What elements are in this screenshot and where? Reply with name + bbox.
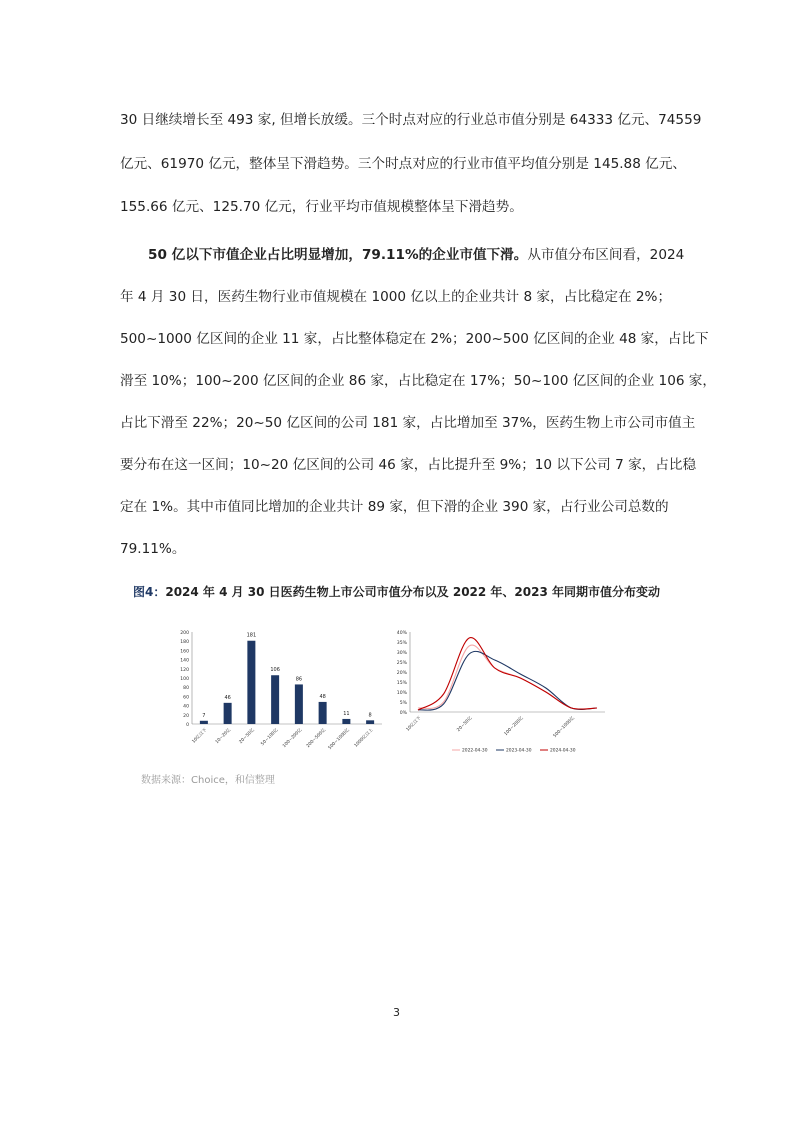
bar <box>271 675 279 724</box>
bar-y-tick-label: 40 <box>183 704 189 710</box>
bar-y-tick-label: 60 <box>183 695 189 701</box>
bar-x-tick-label: 10~20亿 <box>214 727 233 746</box>
bar-data-label: 11 <box>343 710 350 717</box>
line-y-tick-label: 5% <box>399 701 407 706</box>
bar-y-tick-label: 160 <box>180 649 189 655</box>
paragraph-2-line-2: 年 4 月 30 日，医药生物行业市值规模在 1000 亿以上的企业共计 8 家，占比稳定在 2%； <box>120 289 672 305</box>
line-x-tick-label: 20~50亿 <box>456 715 474 734</box>
bar-y-tick-label: 80 <box>183 686 189 692</box>
bar-data-label: 46 <box>224 694 231 701</box>
figure-title <box>0 583 793 600</box>
paragraph-2-line-1 <box>148 243 684 263</box>
source-note: 数据来源：Choice，和信整理 <box>141 775 275 786</box>
bar <box>295 684 303 724</box>
bar <box>319 702 327 724</box>
bar-x-tick-label: 200~500亿 <box>305 727 328 749</box>
bar-data-label: 86 <box>295 676 303 683</box>
paragraph-2-line-8: 79.11%。 <box>120 541 186 557</box>
bar-y-tick-label: 180 <box>180 640 189 646</box>
line-chart <box>390 624 615 764</box>
bar-y-tick-label: 200 <box>180 631 189 636</box>
line-y-tick-label: 30% <box>396 651 407 656</box>
line-y-tick-label: 0% <box>399 711 407 716</box>
line-y-tick-label: 35% <box>396 641 407 646</box>
line-series-2022-04-30 <box>418 645 597 709</box>
paragraph-1-line-1: 30 日继续增长至 493 家, 但增长放缓。三个时点对应的行业总市值分别是 64333 亿元、74559 <box>120 112 702 128</box>
line-x-tick-label: 10亿以下 <box>405 715 423 733</box>
bar-x-tick-label: 1000亿以上 <box>353 727 375 749</box>
line-y-tick-label: 25% <box>396 661 407 666</box>
paragraph-1-line-3: 155.66 亿元、125.70 亿元，行业平均市值规模整体呈下滑趋势。 <box>120 199 523 215</box>
bar-data-label: 106 <box>270 667 280 674</box>
line-x-tick-label: 100~200亿 <box>503 715 525 737</box>
bar <box>200 721 208 724</box>
bar-y-tick-label: 140 <box>180 658 189 664</box>
paragraph-2-line-4: 滑至 10%；100~200 亿区间的企业 86 家，占比稳定在 17%；50~100 亿区间的企业 106 家， <box>120 373 716 389</box>
line-y-tick-label: 15% <box>396 681 407 686</box>
line-x-tick-label: 500~1000亿 <box>552 715 576 739</box>
page-number: 3 <box>393 1006 400 1019</box>
bar-x-tick-label: 10亿以下 <box>191 727 209 745</box>
paragraph-2-line-7: 定在 1%。其中市值同比增加的企业共计 89 家，但下滑的企业 390 家，占行业公司总数的 <box>120 499 669 515</box>
bar <box>342 719 350 724</box>
bar-x-tick-label: 500~1000亿 <box>327 727 351 751</box>
line-y-tick-label: 10% <box>396 691 407 696</box>
figure-label: 图4： <box>132 585 166 599</box>
figure-title-text: 2024 年 4 月 30 日医药生物上市公司市值分布以及 2022 年、2023 年同期市值分布变动 <box>165 585 661 599</box>
bar-y-tick-label: 100 <box>180 677 189 682</box>
paragraph-2-line-6: 要分布在这一区间；10~20 亿区间的公司 46 家，占比提升至 9%；10 以下公司 7 家，占比稳 <box>120 457 697 473</box>
paragraph-2-line-5: 占比下滑至 22%；20~50 亿区间的公司 181 家，占比增加至 37%，医药生物上市公司市值主 <box>120 415 696 431</box>
paragraph-2-line-3: 500~1000 亿区间的企业 11 家，占比整体稳定在 2%；200~500 亿区间的企业 48 家，占比下 <box>120 331 709 347</box>
paragraph-2-lead: 50 亿以下市值企业占比明显增加，79.11%的企业市值下滑。 <box>148 247 528 263</box>
bar-x-tick-label: 50~100亿 <box>260 727 280 748</box>
bar <box>224 703 232 724</box>
bar-data-label: 48 <box>319 693 326 700</box>
line-y-tick-label: 20% <box>396 671 407 676</box>
legend-label: 2022-04-30 <box>462 748 488 754</box>
bar-chart <box>170 622 390 762</box>
bar-y-tick-label: 20 <box>183 713 189 719</box>
bar <box>366 720 374 724</box>
bar-data-label: 7 <box>202 712 206 719</box>
bar-x-tick-label: 100~200亿 <box>282 727 304 749</box>
legend-label: 2024-04-30 <box>550 748 576 754</box>
bar-x-tick-label: 20~50亿 <box>238 727 256 746</box>
bar-data-label: 8 <box>368 712 372 719</box>
bar-y-tick-label: 0 <box>186 723 189 728</box>
legend-label: 2023-04-30 <box>506 748 532 754</box>
paragraph-2-line-1-rest: 从市值分布区间看，2024 <box>527 247 685 263</box>
bar <box>247 641 255 724</box>
paragraph-1-line-2: 亿元、61970 亿元，整体呈下滑趋势。三个时点对应的行业市值平均值分别是 145.88 亿元、 <box>120 156 686 172</box>
bar-y-tick-label: 120 <box>180 667 189 673</box>
line-series-2023-04-30 <box>418 651 597 710</box>
bar-data-label: 181 <box>246 632 257 639</box>
line-y-tick-label: 40% <box>396 631 407 636</box>
